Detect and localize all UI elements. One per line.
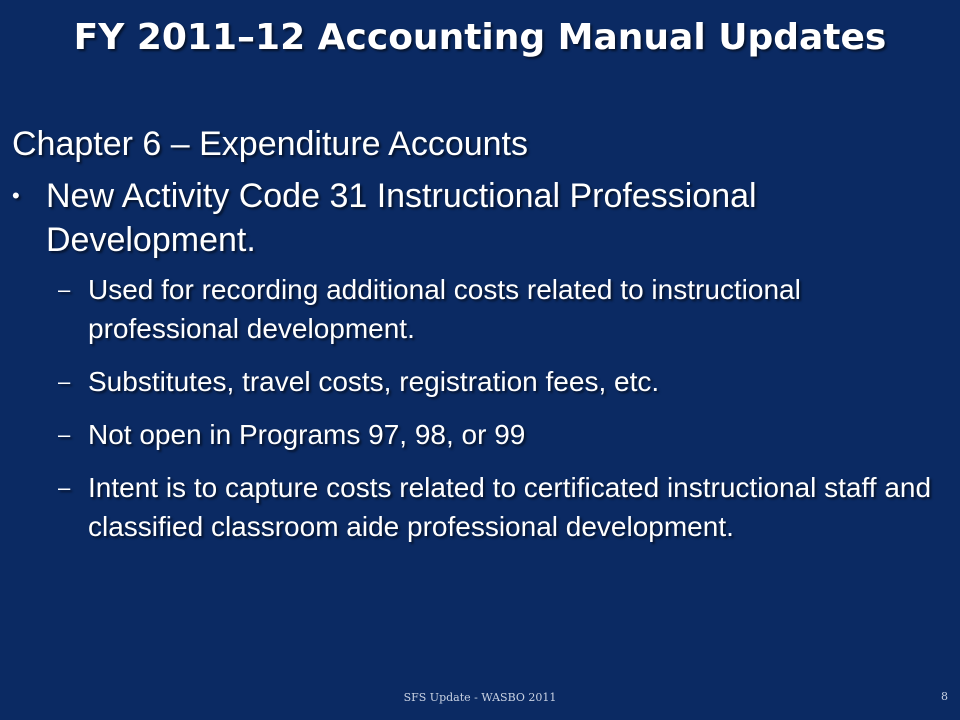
dash-marker: – <box>58 422 71 447</box>
sub-bullet-item <box>12 415 932 454</box>
sub-bullet-text: Substitutes, travel costs, registration fees, etc. <box>88 366 660 397</box>
sub-bullet-list <box>12 270 932 546</box>
sub-bullet-text: Not open in Programs 97, 98, or 99 <box>88 419 526 450</box>
slide-title: FY 2011–12 Accounting Manual Updates <box>73 17 887 58</box>
dash-marker: – <box>58 475 71 500</box>
dash-marker: – <box>58 277 71 302</box>
bullet-marker: • <box>12 183 20 208</box>
page-number: 8 <box>941 690 948 703</box>
bullet-item <box>12 174 932 262</box>
sub-bullet-text: Used for recording additional costs related to instructional professional development. <box>88 274 801 344</box>
sub-bullet-item <box>12 270 932 348</box>
slide-footer: SFS Update - WASBO 2011 <box>403 691 557 704</box>
sub-bullet-text: Intent is to capture costs related to certificated instructional staff and classified classroom aide professional development. <box>88 472 932 542</box>
slide-body <box>12 122 932 560</box>
bullet-text: New Activity Code 31 Instructional Professional Development. <box>46 177 757 259</box>
dash-marker: – <box>58 369 71 394</box>
sub-bullet-item <box>12 362 932 401</box>
sub-bullet-item <box>12 468 932 546</box>
section-heading: Chapter 6 – Expenditure Accounts <box>12 125 528 163</box>
